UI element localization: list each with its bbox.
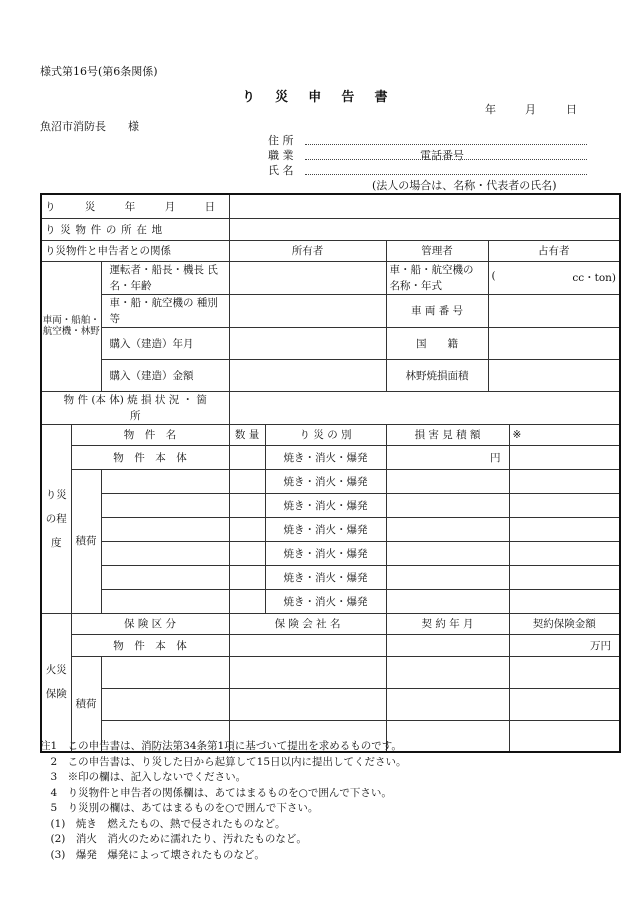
damage-qty-6[interactable] xyxy=(229,589,265,613)
damage-type-2[interactable]: 焼き・消火・爆発 xyxy=(265,493,386,517)
col-contract-date: 契 約 年 月 xyxy=(386,613,509,634)
damage-mark-5 xyxy=(509,565,620,589)
note-1: 注1 この申告書は、消防法第34条第1項に基づいて提出を求めるものです。 xyxy=(40,740,402,752)
damage-group-label: り災の程度 xyxy=(41,424,71,613)
relation-label: り災物件と申告者との関係 xyxy=(41,240,229,261)
name-label: 氏 名 xyxy=(268,164,294,177)
insurance-date-2[interactable] xyxy=(386,688,509,720)
yen-unit: 円 xyxy=(490,451,501,464)
damage-cargo-name-2[interactable] xyxy=(101,493,229,517)
page-title: り 災 申 告 書 xyxy=(242,90,396,105)
name-field[interactable] xyxy=(305,174,587,175)
man-yen-unit: 万円 xyxy=(590,639,612,652)
damage-cargo-name-4[interactable] xyxy=(101,541,229,565)
note-5-2: (2) 消火 消火のために濡れたり、汚れたものなど。 xyxy=(40,833,307,845)
note-5: 5 り災別の欄は、あてはまるものを○で囲んで下さい。 xyxy=(40,802,319,814)
vehicle-type-input[interactable] xyxy=(229,294,386,327)
insurance-cargo-name-2[interactable] xyxy=(101,688,229,720)
date-year-label: 年 xyxy=(485,103,496,116)
note-2: 2 この申告書は、り災した日から起算して15日以内に提出してください。 xyxy=(40,755,407,768)
col-insurance-company: 保 険 会 社 名 xyxy=(229,613,386,634)
damage-mark-4 xyxy=(509,541,620,565)
driver-input[interactable] xyxy=(229,261,386,294)
insurance-company-0[interactable] xyxy=(229,634,386,656)
damage-qty-1[interactable] xyxy=(229,469,265,493)
disaster-date-input[interactable] xyxy=(229,194,620,218)
col-mark: ※ xyxy=(509,424,620,445)
damage-cargo-name-1[interactable] xyxy=(101,469,229,493)
insurance-amount-2[interactable] xyxy=(509,688,620,720)
damage-estimate-5[interactable] xyxy=(386,565,509,589)
insurance-date-1[interactable] xyxy=(386,656,509,688)
col-item-name: 物 件 名 xyxy=(71,424,229,445)
purchase-amount-label: 購入（建造）金額 xyxy=(101,359,229,391)
col-disaster-type: り 災 の 別 xyxy=(265,424,386,445)
insurance-date-0[interactable] xyxy=(386,634,509,656)
damage-cargo-name-3[interactable] xyxy=(101,517,229,541)
cc-unit: cc・ton) xyxy=(572,272,617,284)
notes-section xyxy=(40,739,600,863)
forest-area-label: 林野焼損面積 xyxy=(386,359,488,391)
driver-label: 運転者・船長・機長 氏名・年齢 xyxy=(101,261,229,294)
damage-situation-label: 物 件 (本 体) 焼 損 状 況 ・ 箇 所 xyxy=(41,391,229,424)
disaster-report-table xyxy=(40,193,621,753)
damage-qty-2[interactable] xyxy=(229,493,265,517)
nationality-input[interactable] xyxy=(488,327,620,359)
damage-cargo-name-5[interactable] xyxy=(101,565,229,589)
damage-qty-3[interactable] xyxy=(229,517,265,541)
damage-estimate-4[interactable] xyxy=(386,541,509,565)
damage-mark-0 xyxy=(509,445,620,469)
damage-type-3[interactable]: 焼き・消火・爆発 xyxy=(265,517,386,541)
note-5-1: (1) 焼き 燃えたもの、熱で侵されたものなど。 xyxy=(40,817,286,830)
address-field[interactable] xyxy=(305,144,587,145)
disaster-date-label: り 災 年 月 日 xyxy=(41,194,229,218)
date-day-label: 日 xyxy=(566,103,577,116)
col-insurance-type: 保 険 区 分 xyxy=(71,613,229,634)
job-label: 職 業 xyxy=(268,149,294,162)
note-5-3: (3) 爆発 爆発によって壊されたものなど。 xyxy=(40,848,265,861)
insurance-company-1[interactable] xyxy=(229,656,386,688)
damage-qty-4[interactable] xyxy=(229,541,265,565)
insurance-cargo-label: 積荷 xyxy=(71,656,101,752)
job-phone-field[interactable] xyxy=(305,159,587,160)
damage-mark-3 xyxy=(509,517,620,541)
damage-main-body: 物 件 本 体 xyxy=(71,445,229,469)
insurance-company-2[interactable] xyxy=(229,688,386,720)
insurance-cargo-name-1[interactable] xyxy=(101,656,229,688)
forest-area-input[interactable] xyxy=(488,359,620,391)
col-quantity: 数 量 xyxy=(229,424,265,445)
damage-type-5[interactable]: 焼き・消火・爆発 xyxy=(265,565,386,589)
damage-estimate-0[interactable] xyxy=(386,445,509,469)
damage-situation-input[interactable] xyxy=(229,391,620,424)
damage-estimate-2[interactable] xyxy=(386,493,509,517)
damage-mark-6 xyxy=(509,589,620,613)
purchase-year-input[interactable] xyxy=(229,327,386,359)
damage-type-4[interactable]: 焼き・消火・爆発 xyxy=(265,541,386,565)
purchase-year-label: 購入（建造）年月 xyxy=(101,327,229,359)
damage-estimate-6[interactable] xyxy=(386,589,509,613)
damage-mark-1 xyxy=(509,469,620,493)
damage-estimate-3[interactable] xyxy=(386,517,509,541)
damage-cargo-name-6[interactable] xyxy=(101,589,229,613)
insurance-amount-1[interactable] xyxy=(509,656,620,688)
address-label: 住 所 xyxy=(268,134,294,147)
vehicle-group-label: 車両・船舶・航空機・林野 xyxy=(41,261,101,391)
addressee: 魚沼市消防長 様 xyxy=(40,120,139,133)
corporation-note: (法人の場合は、名称・代表者の氏名) xyxy=(372,179,557,192)
damage-type-1[interactable]: 焼き・消火・爆発 xyxy=(265,469,386,493)
note-4: 4 り災物件と申告者の関係欄は、あてはまるものを○で囲んで下さい。 xyxy=(40,786,392,799)
damage-mark-2 xyxy=(509,493,620,517)
damage-type-0[interactable]: 焼き・消火・爆発 xyxy=(265,445,386,469)
vehicle-type-label: 車・船・航空機の 種別等 xyxy=(101,294,229,327)
relation-occupant[interactable]: 占有者 xyxy=(488,240,620,261)
insurance-amount-0[interactable] xyxy=(509,634,620,656)
vehicle-number-label: 車 両 番 号 xyxy=(386,294,488,327)
relation-owner[interactable]: 所有者 xyxy=(229,240,386,261)
nationality-label: 国 籍 xyxy=(386,327,488,359)
damage-cargo-label: 積荷 xyxy=(71,469,101,613)
col-contract-amount: 契約保険金額 xyxy=(509,613,620,634)
location-input[interactable] xyxy=(229,218,620,240)
damage-qty-5[interactable] xyxy=(229,565,265,589)
damage-qty-0[interactable] xyxy=(229,445,265,469)
note-3: 3 ※印の欄は、記入しないでください。 xyxy=(40,771,247,783)
phone-label: 電話番号 xyxy=(420,149,464,162)
col-damage-estimate: 損 害 見 積 額 xyxy=(386,424,509,445)
relation-manager[interactable]: 管理者 xyxy=(386,240,488,261)
vehicle-cc-input[interactable] xyxy=(488,261,620,294)
date-month-label: 月 xyxy=(525,103,536,116)
insurance-group-label: 火災保険 xyxy=(41,613,71,752)
damage-type-6[interactable]: 焼き・消火・爆発 xyxy=(265,589,386,613)
insurance-main-body: 物 件 本 体 xyxy=(71,634,229,656)
vehicle-number-input[interactable] xyxy=(488,294,620,327)
damage-estimate-1[interactable] xyxy=(386,469,509,493)
cc-open-paren: ( xyxy=(491,270,496,282)
purchase-amount-input[interactable] xyxy=(229,359,386,391)
form-number: 様式第16号(第6条関係) xyxy=(40,65,158,78)
vehicle-name-label: 車・船・航空機の 名称・年式 xyxy=(386,261,488,294)
location-label: り災物件の所在地 xyxy=(41,218,229,240)
